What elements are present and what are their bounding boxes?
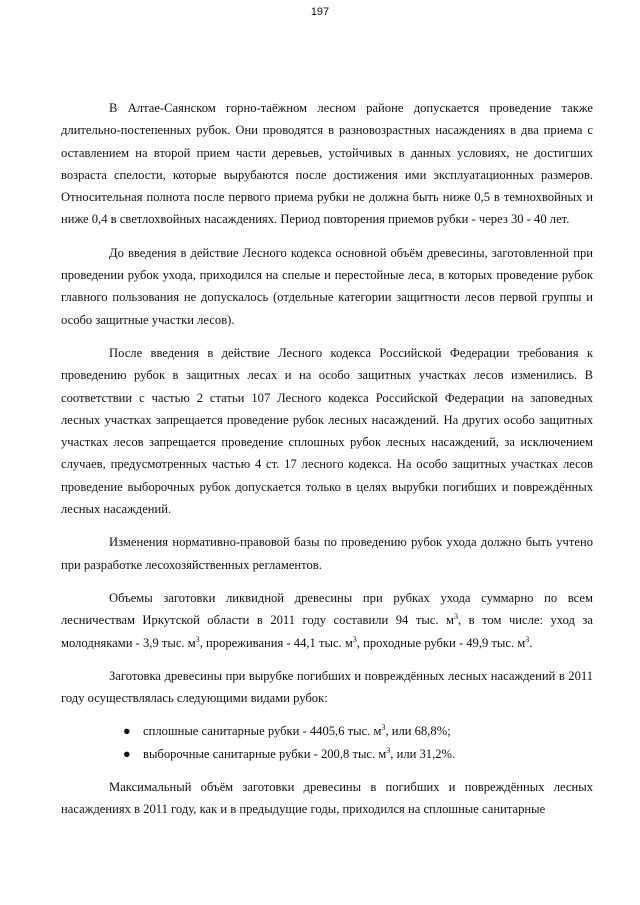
harvest-text-1: Объемы заготовки ликвидной древесины при рубках ухода суммарно по всем лесничествам Иркутской области в 2011 году составили 94 тыс. м	[61, 590, 593, 628]
paragraph-felling-types: Заготовка древесины при вырубке погибших и повреждённых лесных насаждений в 2011 году осуществлялась следующими видами рубок:	[61, 668, 593, 706]
list-item-text: выборочные санитарные рубки - 200,8 тыс. м	[143, 746, 387, 761]
paragraph-max-volume: Максимальный объём заготовки древесины в погибших и повреждённых лесных насаждениях в 2011 году, как и в предыдущие годы, приходился на сплошные санитарные	[61, 780, 593, 817]
superscript: 3	[386, 745, 391, 755]
paragraph-thinning-altai-sayan: В Алтае-Саянском горно-таёжном лесном районе допускается проведение также длительно-постепенных рубок. Они проводятся в разновозрастных насаждениях в два приема с оставлением на второй прием части деревьев, устойчивых в данных условиях, не достигших возраста спелости, которые вырубаются после достижения ими эксплуатационных размеров. Относительная полнота после первого приема рубки не должна быть ниже 0,5 в темнохвойных и ниже 0,4 в светлохвойных насаждениях. Период повторения приемов рубки - через 30 - 40 лет.	[61, 101, 593, 227]
harvest-text-4: , проходные рубки - 49,9 тыс. м	[356, 635, 526, 650]
bullet-icon: ●	[123, 724, 131, 739]
paragraph-regulatory-changes: Изменения нормативно-правовой базы по проведению рубок ухода должно быть учтено при разработке лесохозяйственных регламентов.	[61, 535, 593, 572]
felling-types-list	[61, 720, 593, 765]
superscript: 3	[525, 634, 530, 644]
superscript: 3	[454, 612, 459, 622]
page-number: 197	[310, 6, 330, 18]
paragraph-before-forest-code: До введения в действие Лесного кодекса основной объём древесины, заготовленной при проведении рубок ухода, приходился на спелые и перестойные леса, в которых проведение рубок главного пользования не допускалось (отдельные категории защитности лесов первой группы и особо защитные участки лесов).	[61, 245, 593, 327]
harvest-text-3: , прореживания - 44,1 тыс. м	[199, 635, 353, 650]
paragraph-after-forest-code: После введения в действие Лесного кодекса Российской Федерации требования к проведению рубок в защитных лесах и на особо защитных участках лесов изменились. В соответствии с частью 2 статьи 107 Лесного кодекса Российской Федерации на заповедных лесных участках запрещается проведение рубок лесных насаждений. На других особо защитных участках лесов запрещается проведение сплошных рубок лесных насаждений, за исключением случаев, предусмотренных частью 4 ст. 17 лесного кодекса. На особо защитных участках лесов проведение выборочных рубок допускается только в целях вырубки погибших и повреждённых лесных насаждений.	[61, 345, 593, 517]
superscript: 3	[195, 634, 200, 644]
harvest-text-5: .	[529, 635, 533, 650]
document-body	[61, 97, 593, 832]
harvest-text-2: , в том числе: уход за молодняками - 3,9 тыс. м	[61, 613, 593, 650]
superscript: 3	[381, 723, 386, 733]
list-item	[61, 720, 593, 742]
list-item	[61, 743, 593, 765]
paragraph-harvest-volumes	[61, 587, 593, 654]
superscript: 3	[352, 634, 357, 644]
list-item-text-end: , или 68,8%;	[385, 724, 451, 739]
list-item-text: сплошные санитарные рубки - 4405,6 тыс. м	[143, 724, 382, 739]
list-item-text-end: , или 31,2%.	[390, 746, 456, 761]
bullet-icon: ●	[123, 746, 131, 761]
